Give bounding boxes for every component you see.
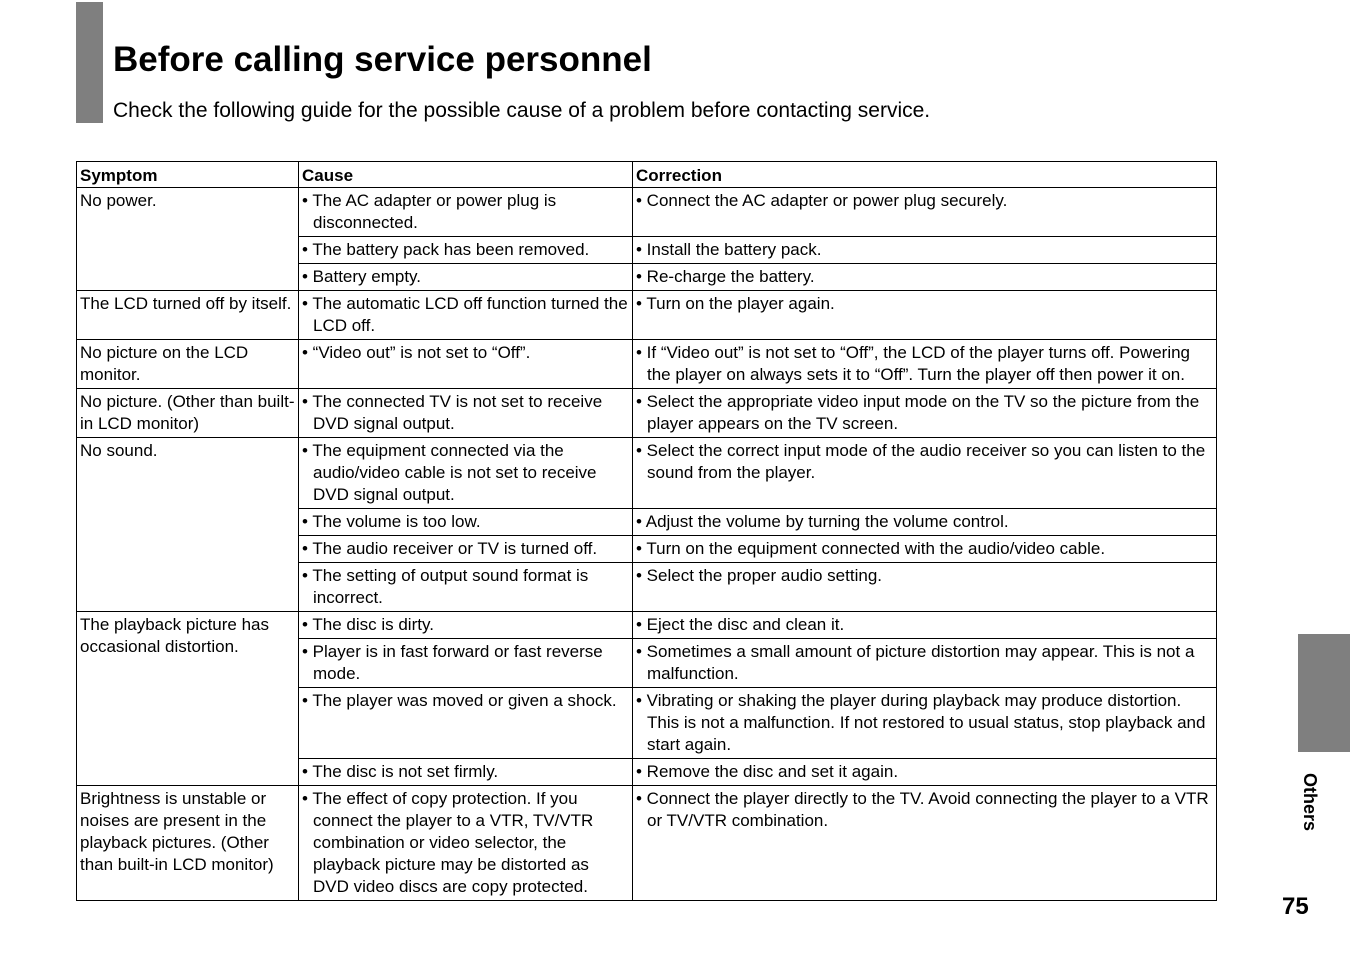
correction-text: • If “Video out” is not set to “Off”, the LCD of the player turns off. Powering the player on always sets it to “Off”. Turn the player off then power it on. (636, 343, 1191, 384)
correction-cell (633, 389, 1217, 438)
table-row (77, 786, 1217, 901)
correction-text: • Select the correct input mode of the audio receiver so you can listen to the sound from the player. (636, 441, 1206, 482)
correction-cell (633, 237, 1217, 264)
cause-cell (299, 264, 633, 291)
correction-cell (633, 291, 1217, 340)
cause-cell (299, 536, 633, 563)
cause-text: • The disc is not set firmly. (302, 762, 499, 781)
correction-cell (633, 438, 1217, 509)
cause-text: • The equipment connected via the audio/video cable is not set to receive DVD signal output. (302, 441, 597, 504)
cause-text: • “Video out” is not set to “Off”. (302, 343, 531, 362)
cause-text: • The battery pack has been removed. (302, 240, 590, 259)
correction-text: • Connect the AC adapter or power plug securely. (636, 191, 1008, 210)
page-title: Before calling service personnel (113, 40, 652, 79)
correction-text: • Select the appropriate video input mode on the TV so the picture from the player appears on the TV screen. (636, 392, 1200, 433)
correction-cell (633, 509, 1217, 536)
page-subtitle: Check the following guide for the possible cause of a problem before contacting service. (113, 99, 931, 122)
table-row (77, 188, 1217, 237)
cause-text: • Player is in fast forward or fast reverse mode. (302, 642, 603, 683)
table-header-row (77, 162, 1217, 188)
correction-cell (633, 759, 1217, 786)
correction-cell (633, 536, 1217, 563)
table-row (77, 438, 1217, 509)
cause-text: • The connected TV is not set to receive DVD signal output. (302, 392, 603, 433)
troubleshooting-table (76, 161, 1217, 901)
correction-cell (633, 188, 1217, 237)
correction-cell (633, 688, 1217, 759)
cause-cell (299, 759, 633, 786)
table-row (77, 291, 1217, 340)
correction-cell (633, 264, 1217, 291)
cause-cell (299, 188, 633, 237)
symptom-cell: No power. (77, 188, 299, 291)
cause-cell (299, 340, 633, 389)
symptom-cell: No picture on the LCD monitor. (77, 340, 299, 389)
correction-text: • Turn on the equipment connected with the audio/video cable. (636, 539, 1106, 558)
page-number: 75 (1282, 893, 1309, 920)
table-row (77, 389, 1217, 438)
cause-cell (299, 237, 633, 264)
table-row (77, 612, 1217, 639)
correction-cell (633, 612, 1217, 639)
cause-text: • The audio receiver or TV is turned off. (302, 539, 598, 558)
section-label: Others (1300, 773, 1320, 832)
correction-text: • Re-charge the battery. (636, 267, 815, 286)
correction-text: • Select the proper audio setting. (636, 566, 882, 585)
cause-cell (299, 612, 633, 639)
correction-text: • Adjust the volume by turning the volume control. (636, 512, 1009, 531)
cause-cell (299, 563, 633, 612)
cause-cell (299, 509, 633, 536)
cause-cell (299, 688, 633, 759)
correction-text: • Remove the disc and set it again. (636, 762, 899, 781)
correction-text: • Turn on the player again. (636, 294, 835, 313)
symptom-cell: The LCD turned off by itself. (77, 291, 299, 340)
cause-cell (299, 291, 633, 340)
cause-text: • The setting of output sound format is incorrect. (302, 566, 589, 607)
correction-text: • Vibrating or shaking the player during playback may produce distortion. This is not a malfunction. If not restored to usual status, stop playback and start again. (636, 691, 1206, 754)
symptom-cell: The playback picture has occasional distortion. (77, 612, 299, 786)
cause-text: • Battery empty. (302, 267, 422, 286)
correction-text: • Connect the player directly to the TV. Avoid connecting the player to a VTR or TV/VTR combination. (636, 789, 1209, 830)
correction-cell (633, 340, 1217, 389)
cause-text: • The player was moved or given a shock. (302, 691, 617, 710)
cause-text: • The AC adapter or power plug is disconnected. (302, 191, 557, 232)
table-row (77, 340, 1217, 389)
correction-text: • Sometimes a small amount of picture distortion may appear. This is not a malfunction. (636, 642, 1195, 683)
cause-cell (299, 639, 633, 688)
cause-cell (299, 438, 633, 509)
cause-text: • The effect of copy protection. If you connect the player to a VTR, TV/VTR combination or video selector, the playback picture may be distorted as DVD video discs are copy protected. (302, 789, 594, 896)
cause-cell (299, 786, 633, 901)
symptom-cell: Brightness is unstable or noises are present in the playback pictures. (Other than built-in LCD monitor) (77, 786, 299, 901)
title-accent-bar (76, 2, 103, 123)
cause-text: • The automatic LCD off function turned the LCD off. (302, 294, 628, 335)
symptom-cell: No picture. (Other than built-in LCD monitor) (77, 389, 299, 438)
section-tab (1298, 634, 1350, 752)
symptom-cell: No sound. (77, 438, 299, 612)
correction-text: • Install the battery pack. (636, 240, 822, 259)
correction-cell (633, 563, 1217, 612)
column-header-symptom: Symptom (77, 162, 299, 188)
correction-text: • Eject the disc and clean it. (636, 615, 845, 634)
cause-text: • The volume is too low. (302, 512, 481, 531)
correction-cell (633, 786, 1217, 901)
column-header-cause: Cause (299, 162, 633, 188)
correction-cell (633, 639, 1217, 688)
column-header-correction: Correction (633, 162, 1217, 188)
cause-cell (299, 389, 633, 438)
cause-text: • The disc is dirty. (302, 615, 434, 634)
